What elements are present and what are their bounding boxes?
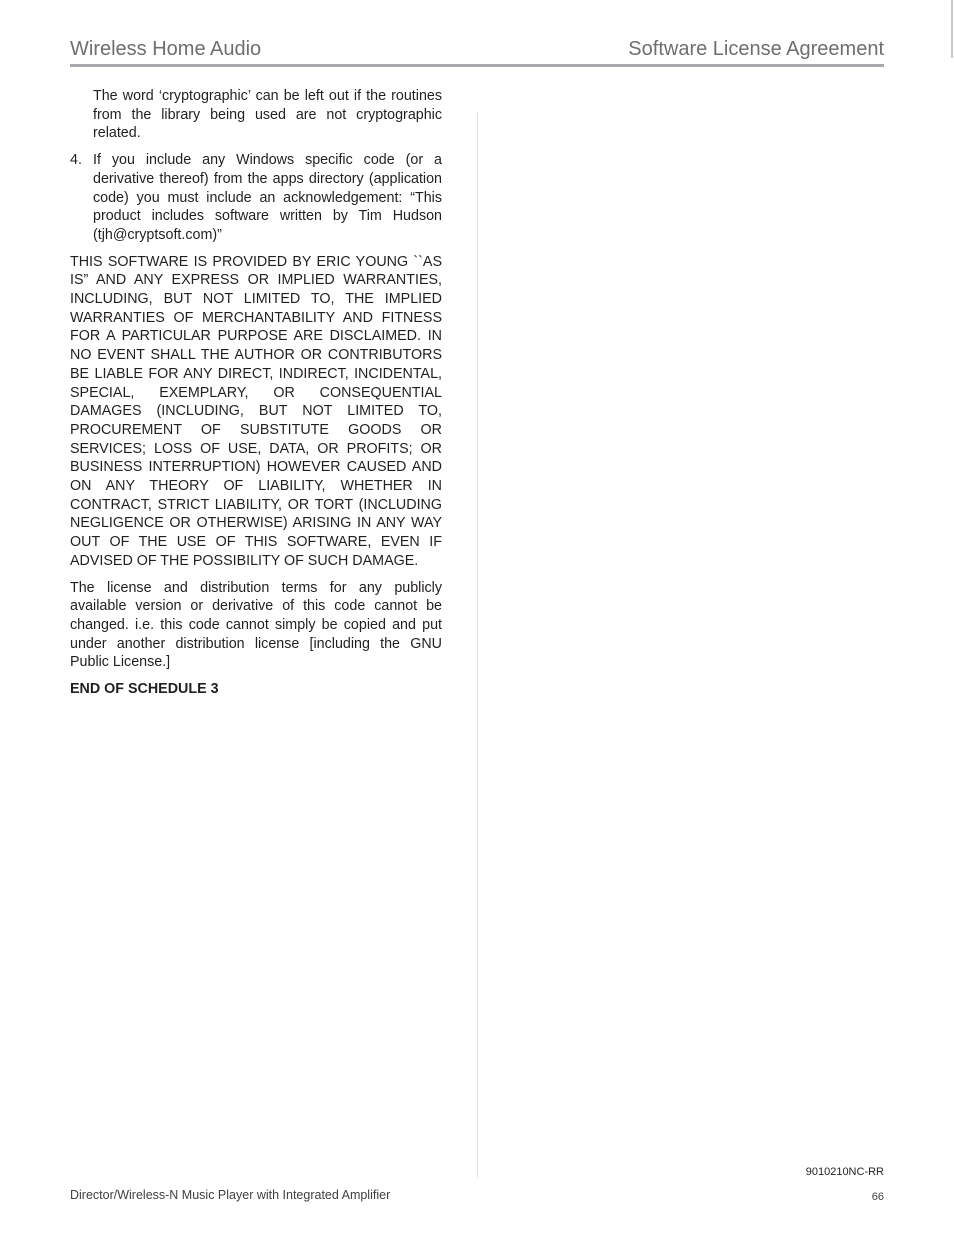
license-terms-paragraph: The license and distribution terms for any publicly available version or derivative of this code cannot be changed. i.e. this code cannot simply be copied and put under another distribution license [including the GNU Public License.] — [70, 579, 442, 671]
footer-page-number: 66 — [871, 1191, 884, 1203]
left-column — [70, 87, 442, 707]
footer-document-code: 9010210NC-RR — [805, 1166, 884, 1178]
list-item-4 — [70, 151, 442, 245]
header-section-title: Software License Agreement — [628, 38, 884, 60]
header-rule — [70, 64, 884, 67]
page-edge-mark — [951, 0, 953, 58]
list-item-text: If you include any Windows specific code (or a derivative thereof) from the apps directory (application code) you must include an acknowledgement: “This product includes software written by Tim Hudson (tjh@cryptsoft.com)” — [93, 152, 442, 243]
column-divider — [477, 112, 478, 1178]
end-of-schedule-heading: END OF SCHEDULE 3 — [70, 681, 219, 698]
list-item-number: 4. — [70, 152, 82, 169]
page-header — [70, 36, 884, 66]
crypto-note-paragraph: The word ‘cryptographic’ can be left out if the routines from the library being used are not cryptographic related. — [93, 88, 442, 142]
warranty-disclaimer-paragraph: THIS SOFTWARE IS PROVIDED BY ERIC YOUNG ``AS IS” AND ANY EXPRESS OR IMPLIED WARRANTIES, INCLUDING, BUT NOT LIMITED TO, THE IMPLIED WARRANTIES OF MERCHANTABILITY AND FITNESS FOR A PARTICULAR PURPOSE ARE DISCLAIMED. IN NO EVENT SHALL THE AUTHOR OR CONTRIBUTORS BE LIABLE FOR ANY DIRECT, INDIRECT, INCIDENTAL, SPECIAL, EXEMPLARY, OR CONSEQUENTIAL DAMAGES (INCLUDING, BUT NOT LIMITED TO, PROCUREMENT OF SUBSTITUTE GOODS OR SERVICES; LOSS OF USE, DATA, OR PROFITS; OR BUSINESS INTERRUPTION) HOWEVER CAUSED AND ON ANY THEORY OF LIABILITY, WHETHER IN CONTRACT, STRICT LIABILITY, OR TORT (INCLUDING NEGLIGENCE OR OTHERWISE) ARISING IN ANY WAY OUT OF THE USE OF THIS SOFTWARE, EVEN IF ADVISED OF THE POSSIBILITY OF SUCH DAMAGE. — [70, 253, 442, 569]
header-product-title: Wireless Home Audio — [70, 38, 262, 60]
footer-product-name: Director/Wireless-N Music Player with Integrated Amplifier — [70, 1188, 391, 1202]
